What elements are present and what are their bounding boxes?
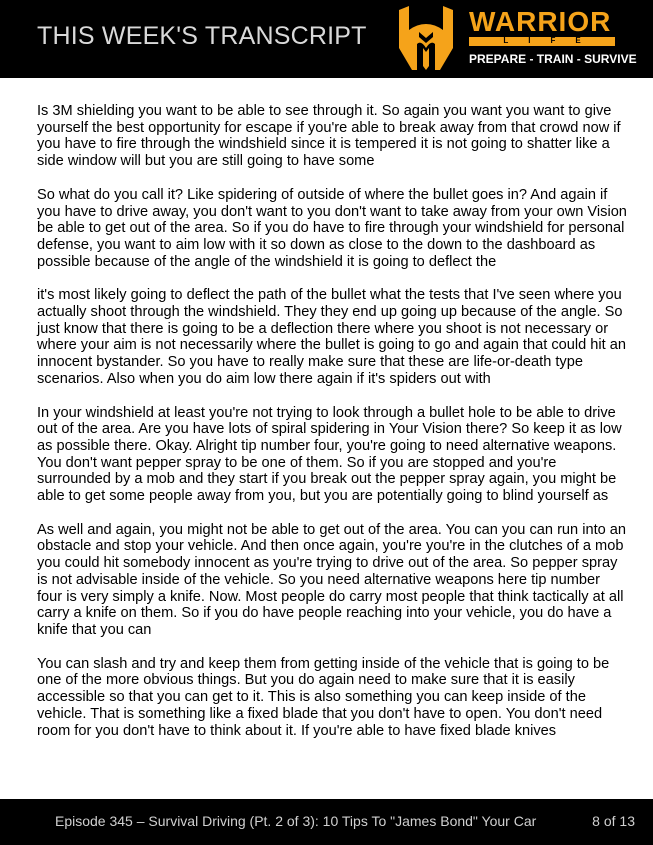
transcript-paragraph: As well and again, you might not be able to get out of the area. You can you can run into an obstacle and stop your vehicle. And then once again, you're you're in the clutches of a mob you could hit somebody innocent as you're trying to drive out of the area. So pepper spray is not advisable inside of the vehicle. So you need alternative weapons here tip number four is very simply a knife. Now. Most people do carry most people that think tactically at all carry a knife on them. So if you do have people reaching into your vehicle, you do have a knife that you can (37, 521, 627, 638)
transcript-paragraph: You can slash and try and keep them from getting inside of the vehicle that is going to be one of the more obvious things. But you do again need to make sure that it is easily accessible so that you can get to it. This is also something you can keep inside of the vehicle. That is something like a fixed blade that you don't have to open. You don't need room for you don't have to think about it. If you're able to have fixed blade knives (37, 655, 610, 739)
page-number: 8 of 13 (592, 813, 635, 829)
logo-tagline: PREPARE - TRAIN - SURVIVE (469, 52, 637, 66)
header-title: THIS WEEK'S TRANSCRIPT (37, 22, 367, 50)
transcript-paragraph: it's most likely going to deflect the path of the bullet what the tests that I've seen where you actually shoot through the windshield. They they end up going up because of the angle. So just know that there is going to be a deflection there where you shoot is not necessary or where your aim is not necessarily where the bullet is going to go and again that could hit an innocent bystander. So you have to really make sure that these are life-or-death type scenarios. Also when you do aim low there again if it's spiders out with (37, 287, 626, 387)
transcript-body (37, 103, 627, 756)
episode-title: Episode 345 – Survival Driving (Pt. 2 of 3): 10 Tips To "James Bond" Your Car (55, 813, 537, 829)
logo-sub-bar (469, 37, 615, 46)
page-header (0, 0, 653, 78)
warrior-helmet-icon (393, 4, 459, 74)
transcript-paragraph: In your windshield at least you're not trying to look through a bullet hole to be able to drive out of the area. Are you have lots of spiral spidering in Your Vision there? So keep it as low as possible there. Okay. Alright tip number four, you're going to need alternative weapons. You don't want pepper spray to be one of them. So if you are stopped and you're surrounded by a mob and they start if you break out the pepper spray again, you might be able to get some people away from you, but you are potentially going to blind yourself as (37, 404, 622, 505)
transcript-paragraph: Is 3M shielding you want to be able to see through it. So again you want you want to give yourself the best opportunity for escape if you're able to break away from that crowd now if you have to fire through the windshield since it is tempered it is not going to shatter like a side window will but you are still going to have some (37, 103, 621, 170)
warrior-life-logo (393, 4, 637, 74)
logo-sub-text: LIFE (503, 36, 601, 45)
logo-wordmark: WARRIOR (469, 6, 612, 37)
transcript-paragraph: So what do you call it? Like spidering of outside of where the bullet goes in? And again if you have to drive away, you don't want to you don't want to take away from your own Vision be able to get out of the area. So if you do have to fire through your windshield for personal defense, you want to aim low with it so down as close to the down to the dashboard as possible because of the angle of the windshield it is going to deflect the (37, 186, 627, 270)
page-footer (0, 799, 653, 845)
